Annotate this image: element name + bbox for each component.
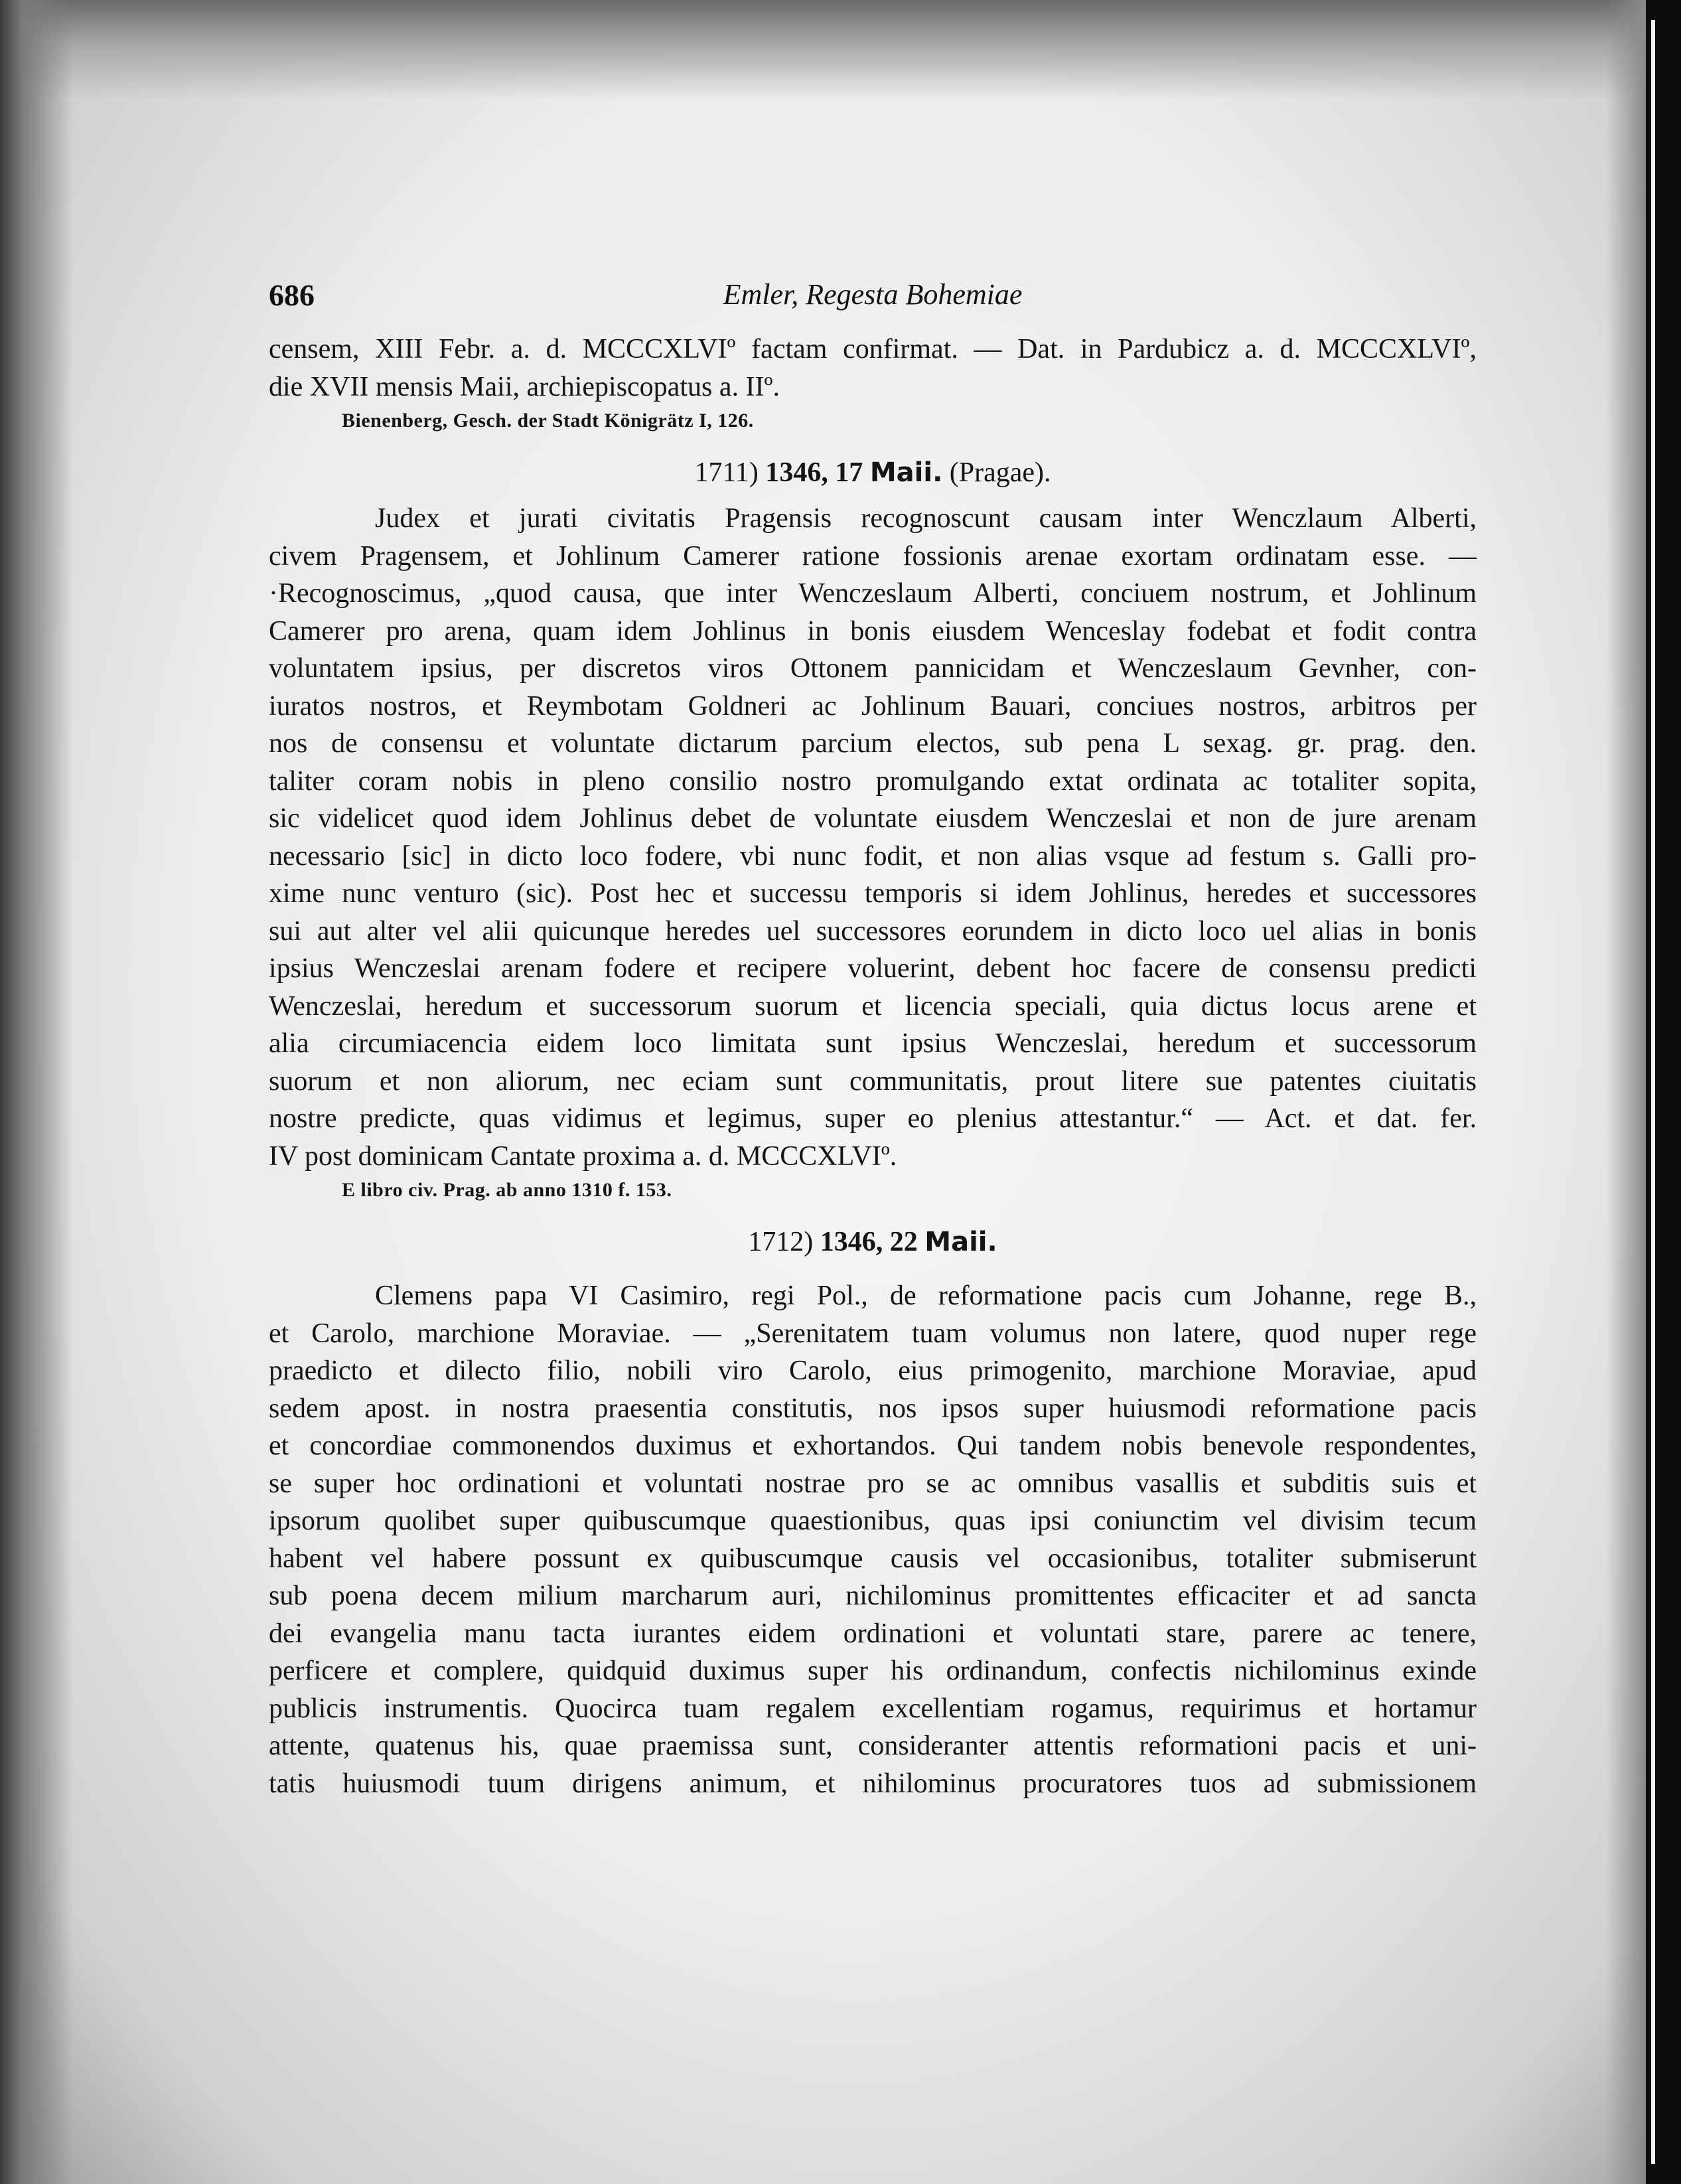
header-title: Emler, Regesta Bohemiae [723, 278, 1023, 311]
text-line: attente, quatenus his, quae praemissa sunt, consideranter attentis reformationi pacis et uni- [269, 1731, 1477, 1761]
text-line: nos de consensu et voluntate dictarum parcium electos, sub pena L sexag. gr. prag. den. [269, 728, 1477, 759]
entry-heading [269, 1215, 1477, 1269]
text-line: Clemens papa VI Casimiro, regi Pol., de reformatione pacis cum Johanne, rege B., [375, 1281, 1477, 1311]
text-line: Judex et jurati civitatis Pragensis recognoscunt causam inter Wenczlaum Alberti, [375, 503, 1477, 534]
entry-place: (Pragae). [949, 457, 1051, 488]
entry-month: Maii. [869, 457, 943, 488]
text-line: habent vel habere possunt ex quibuscumque causis vel occasionibus, totaliter submiserunt [269, 1543, 1477, 1574]
text-line: taliter coram nobis in pleno consilio nostro promulgando extat ordinata ac totaliter sopita, [269, 765, 1477, 797]
text-line: et concordiae commonendos duximus et exhortandos. Qui tandem nobis benevole respondentes, [269, 1431, 1477, 1461]
text-line: Camerer pro arena, quam idem Johlinus in bonis eiusdem Wenceslay fodebat et fodit contra [269, 615, 1477, 647]
text-line: sub poena decem milium marcharum auri, nichilominus promittentes efficaciter et ad sancta [269, 1581, 1477, 1611]
text-line: nostre predicte, quas vidimus et legimus, super eo plenius attestantur.“ — Act. et dat. fer. [269, 1103, 1477, 1134]
scan-shadow-right [1606, 0, 1646, 2184]
text-line: xime nunc venturo (sic). Post hec et successu temporis si idem Johlinus, heredes et successores [269, 878, 1477, 909]
text-line: ipsius Wenczeslai arenam fodere et recipere voluerint, debent hoc facere de consensu predicti [269, 953, 1477, 984]
text-line: sedem apost. in nostra praesentia constitutis, nos ipsos super huiusmodi reformatione pacis [269, 1393, 1477, 1424]
text-line: civem Pragensem, et Johlinum Camerer ratione fossionis arenae exortam ordinatam esse. — [269, 540, 1477, 572]
entry-month: Maii. [924, 1227, 997, 1257]
page-number: 686 [269, 278, 315, 312]
text-line: censem, XIII Febr. a. d. MCCCXLVIº factam confirmat. — Dat. in Pardubicz a. d. MCCCXLVIº, [269, 334, 1477, 364]
text-line: ipsorum quolibet super quibuscumque quaestionibus, quas ipsi coniunctim vel divisim tecum [269, 1506, 1477, 1536]
text-line: ·Recognoscimus, „quod causa, que inter Wenczeslaum Alberti, conciuem nostrum, et Johlinum [269, 578, 1477, 609]
text-line: praedicto et dilecto filio, nobili viro Carolo, eius primogenito, marchione Moraviae, apud [269, 1356, 1477, 1386]
text-line: suorum et non aliorum, nec eciam sunt communitatis, prout litere sue patentes ciuitatis [269, 1065, 1477, 1097]
scan-shadow-top [0, 0, 1646, 100]
page-body [269, 331, 1477, 1802]
text-line: Wenczeslai, heredum et successorum suorum et licencia speciali, quia dictus locus arene et [269, 990, 1477, 1022]
entry-number: 1711) [694, 457, 759, 488]
text-line: alia circumiacencia eidem loco limitata sunt ipsius Wenczeslai, heredum et successorum [269, 1028, 1477, 1059]
scanner-border [1646, 0, 1681, 2184]
scanner-border-line [1651, 20, 1655, 2164]
text-line: voluntatem ipsius, per discretos viros Ottonem pannicidam et Wenczeslaum Gevnher, con- [269, 653, 1477, 684]
source-citation: Bienenberg, Gesch. der Stadt Königrätz I, 126. [342, 410, 754, 431]
source-citation: E libro civ. Prag. ab anno 1310 f. 153. [342, 1179, 672, 1201]
running-head [269, 277, 1477, 317]
scan-shadow-left [0, 0, 73, 2184]
entry-number: 1712) [748, 1227, 814, 1257]
text-line: die XVII mensis Maii, archiepiscopatus a. IIº. [269, 371, 780, 402]
text-line: dei evangelia manu tacta iurantes eidem ordinationi et voluntati stare, parere ac tenere, [269, 1618, 1477, 1649]
entry-date: 1346, 17 [765, 457, 863, 488]
text-line: tatis huiusmodi tuum dirigens animum, et nihilominus procuratores tuos ad submissionem [269, 1768, 1477, 1799]
entry-heading [269, 445, 1477, 500]
entry-date: 1346, 22 [820, 1227, 918, 1257]
text-line: publicis instrumentis. Quocirca tuam regalem excellentiam rogamus, requirimus et hortamur [269, 1693, 1477, 1724]
text-line: sui aut alter vel alii quicunque heredes uel successores eorundem in dicto loco uel alias in bonis [269, 915, 1477, 947]
text-line: sic videlicet quod idem Johlinus debet de voluntate eiusdem Wenczeslai et non de jure arenam [269, 803, 1477, 834]
text-line: et Carolo, marchione Moraviae. — „Serenitatem tuam volumus non latere, quod nuper rege [269, 1318, 1477, 1349]
spacer [269, 1269, 1477, 1277]
text-line: IV post dominicam Cantate proxima a. d. MCCCXLVIº. [269, 1140, 897, 1172]
text-line: necessario [sic] in dicto loco fodere, vbi nunc fodit, et non alias vsque ad festum s. Galli pro- [269, 840, 1477, 872]
text-line: se super hoc ordinationi et voluntati nostrae pro se ac omnibus vasallis et subditis suis et [269, 1468, 1477, 1499]
text-line: iuratos nostros, et Reymbotam Goldneri ac Johlinum Bauari, conciues nostros, arbitros per [269, 690, 1477, 722]
text-line: perficere et complere, quidquid duximus super his ordinandum, confectis nichilominus exinde [269, 1656, 1477, 1686]
